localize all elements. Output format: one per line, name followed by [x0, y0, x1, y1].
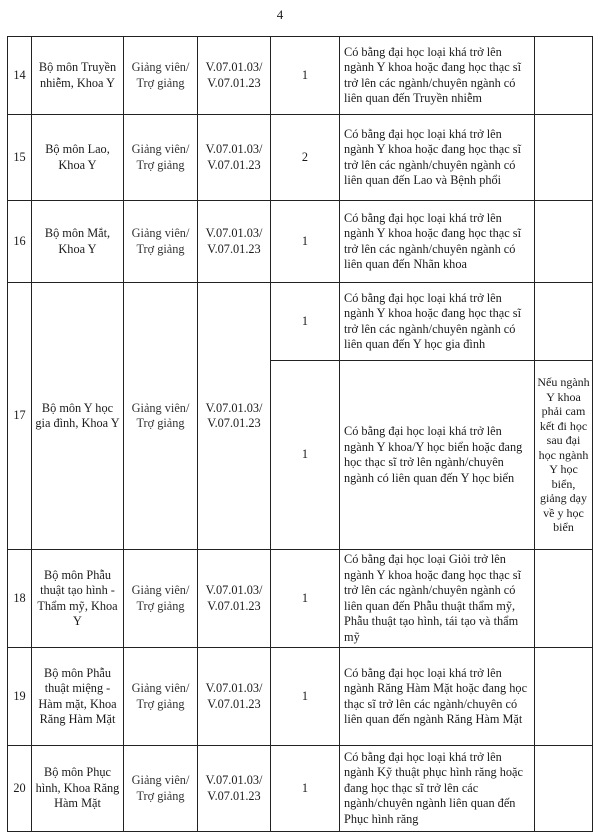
table-row — [8, 283, 593, 361]
quantity-cell: 1 — [271, 648, 340, 746]
department-cell: Bộ môn Phẫu thuật tạo hình - Thẩm mỹ, Khoa Y — [32, 550, 124, 648]
requirement-cell: Có bằng đại học loại khá trở lên ngành Y khoa hoặc đang học thạc sĩ trở lên các ngành/chuyên ngành có liên quan đến Y học gia đình — [340, 283, 535, 361]
table-row — [8, 746, 593, 832]
title-code-cell: V.07.01.03/ V.07.01.23 — [198, 115, 271, 201]
row-number: 14 — [8, 37, 32, 115]
table-row — [8, 37, 593, 115]
title-code-cell: V.07.01.03/ V.07.01.23 — [198, 201, 271, 283]
table-row — [8, 115, 593, 201]
position-cell: Giảng viên/ Trợ giảng — [124, 37, 198, 115]
note-cell — [535, 746, 593, 832]
note-cell — [535, 37, 593, 115]
row-number: 17 — [8, 283, 32, 550]
department-cell: Bộ môn Y học gia đình, Khoa Y — [32, 283, 124, 550]
recruitment-table — [7, 36, 593, 832]
requirement-cell: Có bằng đại học loại khá trở lên ngành Kỹ thuật phục hình răng hoặc đang học thạc sĩ trở lên các ngành/chuyên ngành liên quan đến Phục hình răng — [340, 746, 535, 832]
title-code-cell: V.07.01.03/ V.07.01.23 — [198, 550, 271, 648]
table-row — [8, 550, 593, 648]
position-cell: Giảng viên/ Trợ giảng — [124, 201, 198, 283]
title-code-cell: V.07.01.03/ V.07.01.23 — [198, 648, 271, 746]
department-cell: Bộ môn Mắt, Khoa Y — [32, 201, 124, 283]
requirement-cell: Có bằng đại học loại khá trở lên ngành Y khoa hoặc đang học thạc sĩ trở lên các ngành/chuyên ngành có liên quan đến Nhãn khoa — [340, 201, 535, 283]
table-row — [8, 201, 593, 283]
note-cell — [535, 550, 593, 648]
note-cell — [535, 201, 593, 283]
quantity-cell: 1 — [271, 550, 340, 648]
title-code-cell: V.07.01.03/ V.07.01.23 — [198, 37, 271, 115]
requirement-cell: Có bằng đại học loại Giỏi trở lên ngành Y khoa hoặc đang học thạc sĩ trở lên các ngành/chuyên ngành có liên quan đến Phẫu thuật thẩm mỹ, Phẫu thuật tạo hình, tái tạo và thẩm mỹ — [340, 550, 535, 648]
row-number: 20 — [8, 746, 32, 832]
title-code-cell: V.07.01.03/ V.07.01.23 — [198, 283, 271, 550]
department-cell: Bộ môn Phục hình, Khoa Răng Hàm Mặt — [32, 746, 124, 832]
note-cell — [535, 648, 593, 746]
title-code-cell: V.07.01.03/ V.07.01.23 — [198, 746, 271, 832]
row-number: 15 — [8, 115, 32, 201]
requirement-cell: Có bằng đại học loại khá trở lên ngành Răng Hàm Mặt hoặc đang học thạc sĩ trở lên các ngành/chuyên có liên quan đến ngành Răng Hàm Mặt — [340, 648, 535, 746]
note-cell: Nếu ngành Y khoa phải cam kết đi học sau đại học ngành Y học biển, giảng dạy về y học biển — [535, 361, 593, 550]
quantity-cell: 1 — [271, 37, 340, 115]
position-cell: Giảng viên/ Trợ giảng — [124, 746, 198, 832]
row-number: 19 — [8, 648, 32, 746]
position-cell: Giảng viên/ Trợ giảng — [124, 283, 198, 550]
position-cell: Giảng viên/ Trợ giảng — [124, 648, 198, 746]
note-cell — [535, 115, 593, 201]
department-cell: Bộ môn Truyền nhiễm, Khoa Y — [32, 37, 124, 115]
quantity-cell: 1 — [271, 361, 340, 550]
position-cell: Giảng viên/ Trợ giảng — [124, 115, 198, 201]
row-number: 16 — [8, 201, 32, 283]
note-cell — [535, 283, 593, 361]
row-number: 18 — [8, 550, 32, 648]
requirement-cell: Có bằng đại học loại khá trở lên ngành Y khoa/Y học biển hoặc đang học thạc sĩ trở lên ngành/chuyên ngành có liên quan đến Y học biển — [340, 361, 535, 550]
department-cell: Bộ môn Phẫu thuật miệng - Hàm mặt, Khoa Răng Hàm Mặt — [32, 648, 124, 746]
requirement-cell: Có bằng đại học loại khá trở lên ngành Y khoa hoặc đang học thạc sĩ trở lên các ngành/chuyên ngành có liên quan đến Truyền nhiễm — [340, 37, 535, 115]
requirement-cell: Có bằng đại học loại khá trở lên ngành Y khoa hoặc đang học thạc sĩ trở lên các ngành/chuyên ngành có liên quan đến Lao và Bệnh phổi — [340, 115, 535, 201]
quantity-cell: 1 — [271, 746, 340, 832]
page-number: 4 — [276, 7, 284, 22]
position-cell: Giảng viên/ Trợ giảng — [124, 550, 198, 648]
quantity-cell: 1 — [271, 283, 340, 361]
department-cell: Bộ môn Lao, Khoa Y — [32, 115, 124, 201]
table-row — [8, 648, 593, 746]
quantity-cell: 1 — [271, 201, 340, 283]
quantity-cell: 2 — [271, 115, 340, 201]
